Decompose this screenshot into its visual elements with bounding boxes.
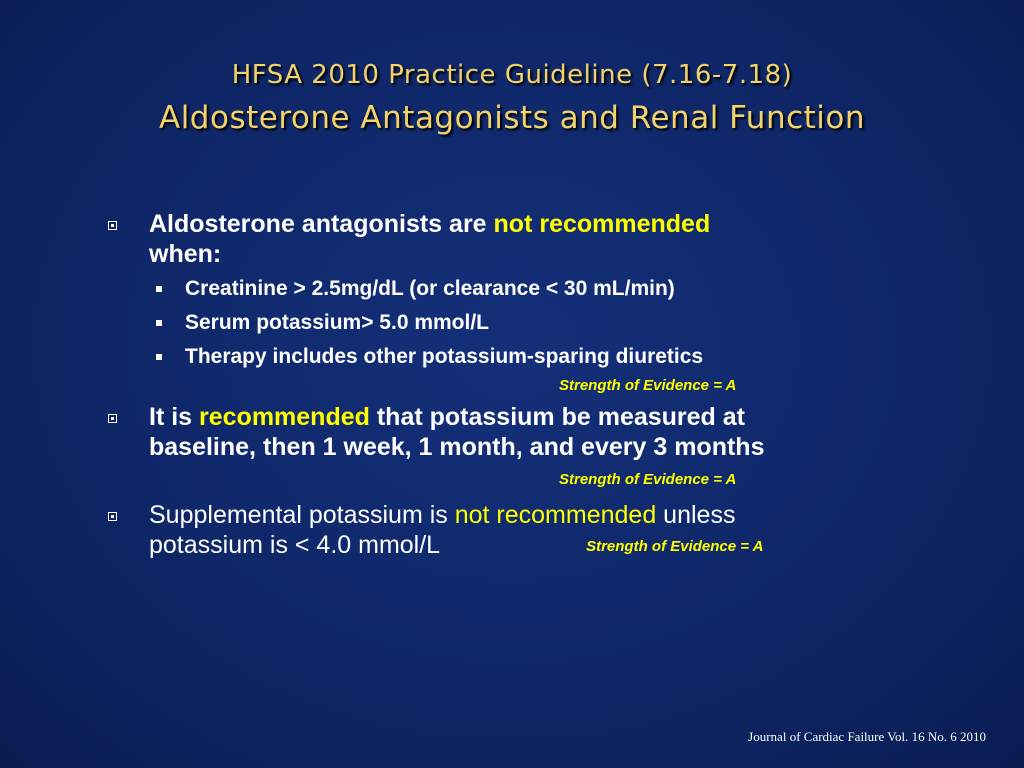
evidence-label-2: Strength of Evidence = A xyxy=(559,471,737,488)
bullet-2-highlight: recommended xyxy=(199,403,370,431)
sub-item-3: Therapy includes other potassium-sparing diuretics xyxy=(185,345,704,368)
square-bullet-icon xyxy=(108,512,117,521)
title-line-1: HFSA 2010 Practice Guideline (7.16-7.18) xyxy=(231,60,793,90)
sub-item-1: Creatinine > 2.5mg/dL (or clearance < 30 mL/min) xyxy=(185,277,675,300)
bullet-3-text xyxy=(149,500,929,562)
bullet-3-post: unless xyxy=(656,501,736,529)
bullet-2-text xyxy=(149,402,929,462)
bullet-3-pre: Supplemental potassium is xyxy=(149,501,455,529)
bullet-3-highlight: not recommended xyxy=(454,501,657,529)
small-square-bullet-icon xyxy=(156,286,162,292)
evidence-label-1: Strength of Evidence = A xyxy=(559,377,737,394)
bullet-1-line2: when: xyxy=(149,240,222,268)
citation: Journal of Cardiac Failure Vol. 16 No. 6 2010 xyxy=(748,729,986,744)
square-bullet-icon xyxy=(108,414,117,423)
bullet-2-pre: It is xyxy=(149,403,200,431)
bullet-2-line2: baseline, then 1 week, 1 month, and every 3 months xyxy=(149,433,765,461)
small-square-bullet-icon xyxy=(156,354,162,360)
bullet-1-highlight: not recommended xyxy=(493,210,711,238)
square-bullet-icon xyxy=(108,221,117,230)
sub-item-2: Serum potassium> 5.0 mmol/L xyxy=(185,311,490,334)
bullet-1-pre: Aldosterone antagonists are xyxy=(149,210,494,238)
title-line-2: Aldosterone Antagonists and Renal Function xyxy=(158,100,866,136)
bullet-1-text xyxy=(149,209,929,269)
bullet-3-line2: potassium is < 4.0 mmol/L xyxy=(149,531,441,559)
evidence-label-3: Strength of Evidence = A xyxy=(586,538,764,555)
bullet-2-post: that potassium be measured at xyxy=(369,403,746,431)
small-square-bullet-icon xyxy=(156,320,162,326)
